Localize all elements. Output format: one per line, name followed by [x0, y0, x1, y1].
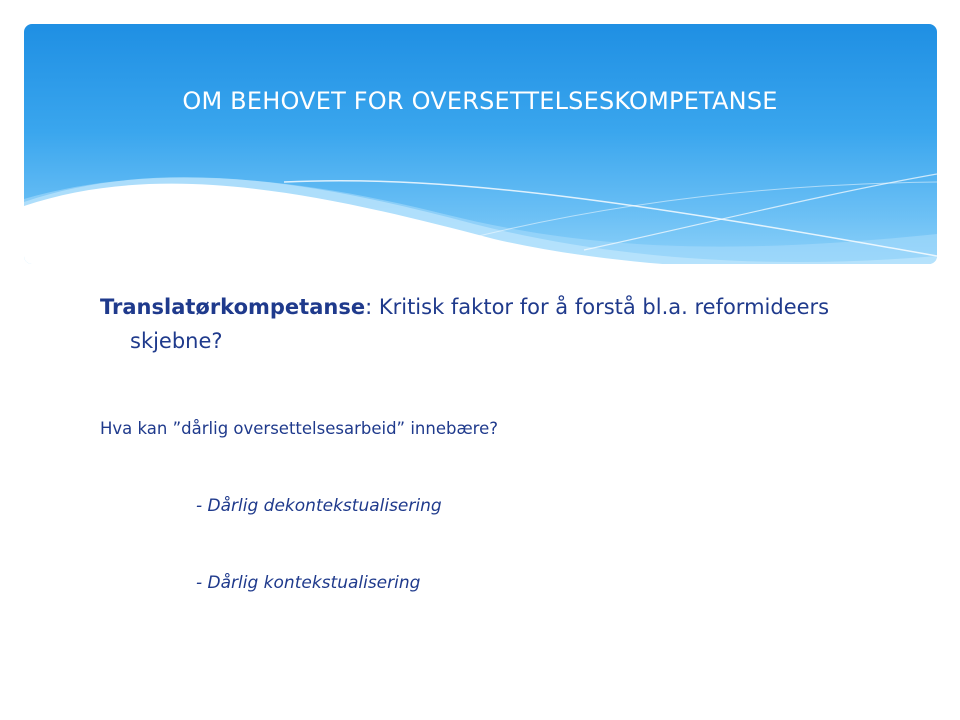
title-banner	[24, 24, 937, 264]
wave-decoration	[24, 24, 937, 264]
question-line: Hva kan ”dårlig oversettelsesarbeid” innebære?	[100, 419, 498, 438]
main-bullet-text: : Kritisk faktor for å forstå bl.a. reformideers skjebne?	[130, 295, 830, 353]
main-bullet	[100, 290, 850, 358]
slide-title: OM BEHOVET FOR OVERSETTELSESKOMPETANSE	[182, 87, 778, 115]
sub-point-1: - Dårlig dekontekstualisering	[196, 496, 442, 516]
sub-point-2: - Dårlig kontekstualisering	[196, 573, 421, 593]
main-bullet-term: Translatørkompetanse	[100, 295, 366, 319]
